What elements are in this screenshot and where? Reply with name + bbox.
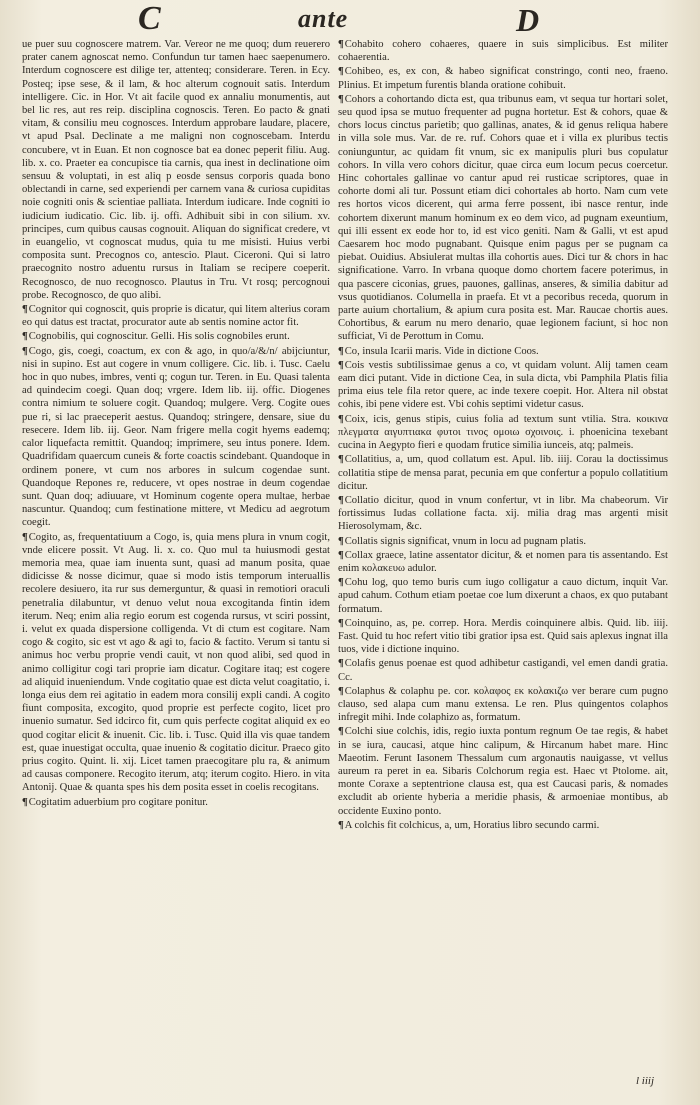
entry-text: ue puer suu cognoscere matrem. Var. Vereor ne me quoq; dum reuerero prater canem agnoscat nemo. Confundun tur tamen haec saepenumero. Interdum cognoscere est dilige ter, attenteq; considerare. Teren. in Ecy. Posteq; ipse sese, & il lam, & hoc alterum cognouit satis. Interdum intelligere. Cic. in Hor. Vt ait facile quod ex annaliu monumentis, aut bel lic res, aut res reip. disciplina cognoscis. Teren. Eo pacto & gnati vitam, & consiliu meu cognosces. Interdum approbare laudare, placere, vt apud Psal. Declinate a me maligni non cognoscebam. Interdu concubere, vt in Euan. Et non cognosce bat ea donec peperit filiu. Aug. lib. x. co. Praeter ea concupisce tia carnis, qua inest in declinatione oim sensuu & voluptati, in est aliq p eosde sensus corporis quada bono oblectandi in carne, sed experiendi per carnem vana & curiosa cupiditas noie cogniti onis & scientiae palliata. Interdum iudicare. Inde cogniti io iudicium iudicatio. Cic. lib. ij. offi. Adhibuit sibi in con silium. xv. principes, cum quibus causas cognouit. Aliquan do significat credere, vt in euangelio, vt cognoscat mudus, quia tu me misisti. Huius verbi composita sunt. Precognos co, antescio. Plaut. Ciceroni. Qui si latro praecognito nostro aduentu rursus in Italiam se recipere coeperit. Recognosco, de nuo recognosco. Plautus in Tru. Vt rosq; percognoui probe. Recognosco, de quo alibi. (22, 39, 330, 301)
dictionary-entry (338, 576, 668, 616)
header-right-letter: D (516, 2, 540, 38)
paragraph-mark-icon: ¶ (22, 304, 28, 316)
paragraph-mark-icon: ¶ (338, 549, 344, 561)
paragraph-mark-icon: ¶ (22, 531, 28, 543)
dictionary-entry (338, 93, 668, 344)
dictionary-entry (338, 685, 668, 725)
paragraph-mark-icon: ¶ (22, 796, 28, 808)
paragraph-mark-icon: ¶ (338, 685, 344, 697)
entry-text: Cois vestis subtilissimae genus a co, vt quidam volunt. Alij tamen ceam eam dici putant. Vide in dictione Cea, in sula dicta, vbi Pamphila Platis filia prima eius tele fila retor quere, ac inde texere coepit. Hor. Altera nil obstat cohis, ibi pene videre est. Vbi cohis septimi videtur casus. (338, 359, 668, 411)
dictionary-entry (338, 819, 668, 832)
entry-text: Cohabito cohero cohaeres, quaere in suis simplicibus. Est militer cohaerentia. (338, 39, 668, 64)
entry-text: Collatitius, a, um, quod collatum est. Apul. lib. iiij. Corau la doctissimus collatitia stipe de mensa parat, pecunia em que confertur a populo collatitium dicitur. (338, 454, 668, 492)
dictionary-entry (338, 413, 668, 453)
dictionary-entry (338, 494, 668, 534)
entry-text: Cognitor qui cognoscit, quis proprie is dicatur, qui litem alterius coram eo qui datus est tractat, procurator aute ab sentis nomine actor fit. (22, 304, 330, 329)
dictionary-entry (338, 657, 668, 683)
dictionary-entry (338, 725, 668, 817)
paragraph-mark-icon: ¶ (338, 726, 344, 738)
entry-text: Cogo, gis, coegi, coactum, ex con & ago, in quo/a/&/n/ abijciuntur, nisi in supino. Est aut cogere in vnum colligere. Cic. lib. i. Tusc. Caelu hoc in quo nubes, imbres, venti q; cogun tur. Teren. in Eu. Quasi talenta ad quindecim coegi. Quan doq; vrgere. Idem lib. iij. offic. Diogenes contra nimium te soluere cogit. Quandoq; mulgere. Verg. Cogite oues pue ri, si lac praeceperit aestus. Quandoq; stringere, densare, siue du resecere. Idem lib. iij. Geor. Nam frigere mella cogit hyems eademq; calor liquefacta remittit. Quandoq; imprimere, seu intus ponere. Idem. Quadrifidam quaercum cuneis & forte coactis scindebant. Quandoque in ordinem ponere, vt cum nos arbores in sulcum cogendae sunt. Quandoque Repones re, reducere, vt opes nostrae in deum cogendae sunt. Quan doq; adiuuare, vt Hominum cogente opera multae, herbae nascuntur. Quandoq; cum festinatione mittere, vt Medicu ad aegrotum coegit. (22, 345, 330, 529)
running-header (0, 2, 700, 36)
paragraph-mark-icon: ¶ (338, 577, 344, 589)
right-column (338, 38, 668, 833)
dictionary-entry (22, 531, 330, 795)
entry-text: Collax graece, latine assentator dicitur, & et nomen para tis assentando. Est enim κολακευω adulor. (338, 549, 668, 574)
entry-text: Coix, icis, genus stipis, cuius folia ad textum sunt vtilia. Stra. κοικινα πλεγματα αιγυπτιακα φυτοι τινος ομοιω σχοινοις. i. phoenicina texebant cucina in Aegypto fieri e quodam frutice similia iunceis, atq; palmeis. (338, 413, 668, 452)
entry-text: A colchis fit colchicus, a, um, Horatius libro secundo carmi. (344, 819, 600, 831)
entry-text: Colchi siue colchis, idis, regio iuxta pontum regnum Oe tae regis, & habet in se iura, caucasi, atque hinc calipum, & Hircanum habet mare. Hinc Maeotim. Ferunt Iasonem Thessalum cum argonautis nauigasse, vt vellus aureum ra peret in ea. Sibaris Colchorum regia est. Haec vt Ptolome. ait, monte Coraxe a septentrione clausa est, qua est Caucasi paris, & nomades excludit ab oriente hyberia a meridie phasis, & armoeniae montibus, ab occidente Euxino ponto. (338, 726, 668, 817)
entry-text: Cohibeo, es, ex con, & habeo significat constringo, conti neo, fraeno. Plinius. Et impetum furentis blanda oratione cohibuit. (338, 66, 668, 91)
dictionary-entry (338, 617, 668, 657)
entry-text: Colaphus & colaphu pe. cor. κολαφος εκ κολακιζω ver berare cum pugno clauso, sed alapa cum manu extensa. Le ren. Plus quingentos colaphos infregit mihi. Inde colaphizo as, formatum. (338, 685, 668, 724)
entry-text: Cognobilis, qui cognoscitur. Gelli. His solis cognobiles erunt. (28, 331, 290, 343)
paragraph-mark-icon: ¶ (338, 819, 344, 831)
entry-text: Collatio dicitur, quod in vnum confertur, vt in libr. Ma chabeorum. Vir fortissimus Iudas collatione facta. xij. milia drag mas argenti misit Hierosolymam, &c. (338, 494, 668, 533)
left-column (22, 38, 330, 810)
entry-text: Collatis signis significat, vnum in locu ad pugnam platis. (344, 535, 587, 547)
dictionary-entry (22, 303, 330, 329)
dictionary-entry (338, 345, 668, 358)
entry-text: Cogitatim aduerbium pro cogitare ponitur. (28, 796, 208, 808)
dictionary-entry (22, 38, 330, 302)
dictionary-entry (338, 549, 668, 575)
paragraph-mark-icon: ¶ (338, 93, 344, 105)
dictionary-entry (338, 359, 668, 412)
dictionary-entry (338, 535, 668, 548)
paragraph-mark-icon: ¶ (22, 345, 28, 357)
signature-mark: l iiij (636, 1075, 655, 1087)
dictionary-entry (338, 453, 668, 493)
dictionary-entry (22, 796, 330, 809)
entry-text: Co, insula Icarii maris. Vide in dictione Coos. (344, 345, 539, 357)
paragraph-mark-icon: ¶ (338, 658, 344, 670)
paragraph-mark-icon: ¶ (338, 66, 344, 78)
paragraph-mark-icon: ¶ (338, 535, 344, 547)
dictionary-entry (22, 330, 330, 343)
header-title: ante (298, 4, 349, 33)
paragraph-mark-icon: ¶ (338, 494, 344, 506)
paragraph-mark-icon: ¶ (338, 617, 344, 629)
paragraph-mark-icon: ¶ (338, 345, 344, 357)
entry-text: Cogito, as, frequentatiuum a Cogo, is, quia mens plura in vnum cogit, vnde elicere possit. Vt Aug. li. x. co. Quo mul ta huiusmodi gestat memoria mea, quae iam inuenta sunt, quasi ad manum posita, quae didicisse & nosse dicimur, quae si modo istis temporum interuallis recolere desiuero, ita rur sus demerguntur, & quasi in remotiori oraculi penetralia dilabuntur, vt denuo velut noua excogitanda fintin idem iterum. Neq; enim alia regio eorum est cogenda rursus, vt sciri possint, i. velut ex quada dispersione colligenda. Vt di ctum est cogitare. Nam cogo & cogito, sic est vt ago & agi to, facio & factito. Verum si tantu si animus hoc verbu proprie vendi cauit, vt non quod alibi, sed quod in animo colligitur cogi tari proprie iam dicatur. Cogitare itaq; est cogere ad aliquid inueniendum. Vnde cogitatio quae est dicta velut coagitatio, i. longa eius dem rei agitatio in eadem mora consilij expli candi. A cogito fiunt composita, excogito, quod proprie est perfecte cogito, licet pro inuenio sumatur. Sed idcirco fit, cum quis perfecte cogitat aliquid ex eo quod cogitar elicit & inuenit. Cic. lib. i. Tusc. Quid illa vis quae tandem est, quae inuestigat occulta, quae inuenio & cogitatio dicitur. Praeco gito prius cogito. Quint. li. xij. Licet tamen praecogitare plu ra, & animum ad causas componere. Recogito iterum, atq; iterum cogito. Hiero. in vita Antonij. Quae & quanta spes his dem posita esset in coelis recogitans. (22, 531, 330, 794)
dictionary-entry (22, 345, 330, 530)
paragraph-mark-icon: ¶ (338, 39, 344, 50)
paragraph-mark-icon: ¶ (22, 331, 28, 343)
dictionary-entry (338, 65, 668, 91)
header-left-letter: C (138, 0, 162, 37)
entry-text: Cohors a cohortando dicta est, qua tribunus eam, vt sequa tur hortari solet, seu quod ipsa se mutuo frequenter ad pugna hortetur. Est & cohors, quae & chors locus cinctus parietib; quo gallinas, anates, & id genus reliqua habere in villa sole mus. Var. de re. ruf. Cohors quae et i villa ex pluribus tectis coniunguntur, ac quidam fit vnum, sic ex manipulis pluri bus copulatur cohors. In villa vero cohors dicitur, quae circa eum locum pecus coercetur. Hinc cohortales gallinae vo cantur apud rei rusticae scriptores, quae in cohorte domi ali tur. Possunt etiam dici cohortales ab horto. Nam cum vete res hortos vicos dicerent, qui arma ferre possent, ibi nasce rentur, inde cohortem dixerunt manum hominum ex eo dem vico, ad pugnam exeuntium, qui illi essent ex eode hor to, id est vico geniti. Nam & Galli, vt est apud Caesarem hoc modo pugnabant. Quisque enim pagus per se pugnam ca piebat. Ouidius. Absiulerat multas illa cohortis aues. Dici tur & chors in hac significatione. Varro. In vrbana quoque domo chortem facere poterimus, in qua pascere ciconias, grues, pauones, gallinas, anseres, & similia dabitur ad vsus quotidianos. Columella in praefa. Et vt a pecoribus receda, quorum in parte auium chortalium, & apium cura posita est. Mar. Raucae chortis aues. Cohortibus, & earum nu mero denario, quae legionem faciunt, si hoc non sufficiat, Vi de Perottum in Comu. (338, 93, 668, 343)
paragraph-mark-icon: ¶ (338, 413, 344, 425)
dictionary-entry (338, 38, 668, 64)
entry-text: Colafis genus poenae est quod adhibetur castigandi, vel emen dandi gratia. Cc. (338, 658, 668, 683)
entry-text: Coinquino, as, pe. correp. Hora. Merdis coinquinere albis. Quid. lib. iiij. Fast. Quid tu hoc refert vitio tibi gratior ipsa est. Quid sais aplexus ingnat illa tuos, vide i dictione inquino. (338, 617, 668, 656)
entry-text: Cohu log, quo temo buris cum iugo colligatur a cauo dictum, inquit Var. apud cahum. Cothum etiam poetae coe lum dixerunt a chaos, ex quo putabant formatum. (338, 577, 668, 615)
paragraph-mark-icon: ¶ (338, 359, 344, 371)
paragraph-mark-icon: ¶ (338, 454, 344, 466)
